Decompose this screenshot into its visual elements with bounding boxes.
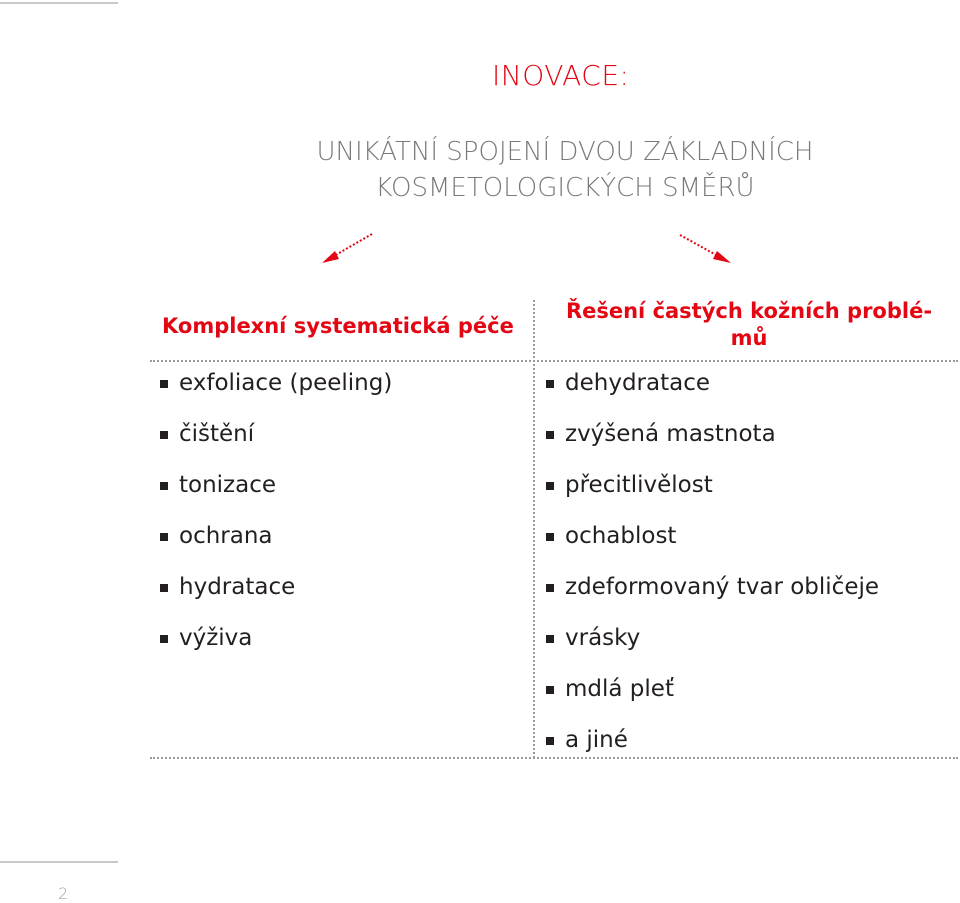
list-item <box>546 626 879 677</box>
list-item-label: mdlá pleť <box>565 676 674 702</box>
left-item-list <box>160 371 392 677</box>
square-bullet-icon <box>546 431 554 439</box>
right-column-title-line-2: mů <box>730 326 768 350</box>
arrow-down-left-icon <box>322 234 372 263</box>
list-item-label: čištění <box>179 421 255 447</box>
list-item <box>546 677 879 728</box>
header-divider <box>150 360 958 362</box>
square-bullet-icon <box>546 380 554 388</box>
list-item-label: tonizace <box>179 472 277 498</box>
list-item <box>160 422 392 473</box>
square-bullet-icon <box>546 686 554 694</box>
page-heading: INOVACE: <box>492 59 630 92</box>
list-item <box>160 626 392 677</box>
list-item <box>546 728 879 779</box>
list-item-label: ochablost <box>565 523 677 549</box>
column-divider <box>533 300 535 758</box>
list-item <box>546 422 879 473</box>
list-item-label: přecitlivělost <box>565 472 713 498</box>
list-item-label: a jiné <box>565 727 628 753</box>
left-column-title: Komplexní systematická péče <box>162 314 514 338</box>
right-item-list <box>546 371 879 779</box>
right-column-title-line-1: Řešení častých kožních problé- <box>565 299 933 323</box>
square-bullet-icon <box>160 533 168 541</box>
list-item-label: dehydratace <box>565 370 710 396</box>
list-item <box>160 524 392 575</box>
list-item-label: výživa <box>179 625 253 651</box>
list-item-label: ochrana <box>179 523 273 549</box>
subtitle-line-2: KOSMETOLOGICKÝCH SMĚRŮ <box>375 173 755 203</box>
bottom-rule <box>0 861 118 863</box>
square-bullet-icon <box>160 431 168 439</box>
list-item <box>546 575 879 626</box>
list-item-label: hydratace <box>179 574 296 600</box>
square-bullet-icon <box>546 533 554 541</box>
square-bullet-icon <box>160 380 168 388</box>
list-item-label: zvýšená mastnota <box>565 421 776 447</box>
page-number: 2 <box>58 884 69 903</box>
arrow-down-right-icon <box>680 235 731 263</box>
square-bullet-icon <box>160 584 168 592</box>
list-item <box>160 575 392 626</box>
square-bullet-icon <box>546 482 554 490</box>
square-bullet-icon <box>160 635 168 643</box>
square-bullet-icon <box>546 635 554 643</box>
list-item-label: vrásky <box>565 625 641 651</box>
list-item <box>160 473 392 524</box>
square-bullet-icon <box>546 584 554 592</box>
list-item-label: zdeformovaný tvar obličeje <box>565 574 880 600</box>
square-bullet-icon <box>546 737 554 745</box>
list-item <box>546 473 879 524</box>
right-column-title <box>555 298 943 352</box>
list-item <box>546 371 879 422</box>
subtitle-line-1: UNIKÁTNÍ SPOJENÍ DVOU ZÁKLADNÍCH <box>316 137 814 167</box>
list-item-label: exfoliace (peeling) <box>179 370 393 396</box>
list-item <box>160 371 392 422</box>
square-bullet-icon <box>160 482 168 490</box>
list-item <box>546 524 879 575</box>
